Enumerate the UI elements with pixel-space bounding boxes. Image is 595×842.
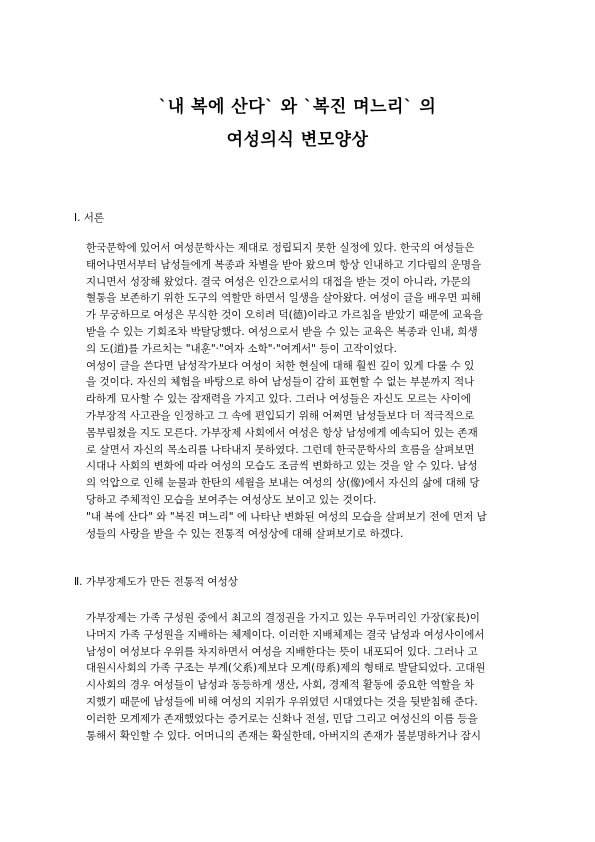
- document-title-line2: 여성의식 변모양상: [226, 130, 369, 150]
- text-line: 혈통을 보존하기 위한 도구의 역할만 하면서 일생을 살아왔다. 여성이 글을 배우면 피해: [86, 292, 482, 305]
- text-line: 시대나 사회의 변화에 따라 여성의 모습도 조금씩 변화하고 있는 것을 알 수 있다. 남성: [86, 460, 478, 473]
- text-line: 당하고 주체적인 모습을 보여주는 여성상도 보이고 있는 것이다.: [86, 493, 377, 506]
- text-line: 의 도(道)를 가르치는 "내훈"·"여자 소학"·"여계서" 등이 고작이었다.: [86, 342, 397, 355]
- text-line: "내 복에 산다" 와 "복진 며느리" 에 나타난 변화된 여성의 모습을 살펴보기 전에 먼저 남: [86, 510, 487, 523]
- text-line: 나머지 가족 구성원을 지배하는 체제이다. 이러한 지배체제는 결국 남성과 여성사이에서: [86, 628, 485, 641]
- text-line: 몸부림쳤을 지도 모른다. 가부장제 사회에서 여성은 항상 남성에게 예속되어 있는 존재: [86, 426, 478, 439]
- text-line: 대원시사회의 가족 구조는 부계(父系)제보다 모계(母系)제의 형태로 발달되었다. 고대원: [86, 662, 486, 675]
- text-line: 성들의 사랑을 받을 수 있는 전통적 여성상에 대해 살펴보기로 하겠다.: [86, 527, 404, 540]
- text-line: 지니면서 성장해 왔었다. 결국 여성은 인간으로서의 대접을 받는 것이 아니라, 가문의: [86, 275, 471, 288]
- text-line: 의 억압으로 인해 눈물과 한탄의 세월을 보내는 여성의 상(像)에서 자신의 삶에 대해 당: [86, 477, 480, 490]
- text-line: 가부장적 사고관을 인정하고 그 속에 편입되기 위해 어쩌면 남성들보다 더 적극적으로: [86, 409, 475, 422]
- text-line: 여성이 글을 쓴다면 남성작가보다 여성이 처한 현실에 대해 훨씬 깊이 있게 다룰 수 있: [86, 359, 475, 372]
- section-introduction-body: [86, 240, 514, 542]
- document-title-line1: `내 복에 산다` 와 `복진 며느리` 의: [158, 97, 437, 117]
- section-traditional-womanhood-body: [86, 610, 514, 744]
- text-line: 시사회의 경우 여성들이 남성과 동등하게 생산, 사회, 경제적 활동에 중요한 역할을 차: [86, 679, 475, 692]
- text-line: 태어나면서부터 남성들에게 복종과 차별을 받아 왔으며 항상 인내하고 기다림의 운명을: [86, 258, 482, 271]
- text-line: 라하게 묘사할 수 있는 잠재력을 가지고 있다. 그러나 여성들은 자신도 모르는 사이에: [86, 393, 471, 406]
- section-heading-traditional-womanhood: Ⅱ. 가부장제도가 만든 전통적 여성상: [74, 576, 238, 588]
- text-line: 남성이 여성보다 우위를 차지하면서 여성을 지배한다는 뜻이 내포되어 있다. 그러나 고: [86, 645, 478, 658]
- text-line: 통해서 확인할 수 있다. 어머니의 존재는 확실한데, 아버지의 존재가 불분명하거나 잠시: [86, 729, 482, 742]
- text-line: 가 무궁하므로 여성은 무식한 것이 오히려 덕(德)이라고 가르침을 받았기 때문에 교육을: [86, 309, 483, 322]
- text-line: 이러한 모계제가 존재했었다는 증거로는 신화나 전설, 민담 그리고 여성신의 이름 등을: [86, 712, 478, 725]
- text-line: 받을 수 있는 기회조차 박탈당했다. 여성으로서 받을 수 있는 교육은 복종과 인내, 희생: [86, 325, 478, 338]
- text-line: 한국문학에 있어서 여성문학사는 제대로 정립되지 못한 실정에 있다. 한국의 여성들은: [86, 242, 475, 254]
- text-line: 가부장제는 가족 구성원 중에서 최고의 결정권을 가지고 있는 우두머리인 가장(家長)이: [86, 612, 480, 624]
- text-line: 지했기 때문에 남성들에 비해 여성의 지위가 우위였던 시대였다는 것을 뒷받침해 준다.: [86, 695, 478, 708]
- text-line: 로 살면서 자신의 목소리를 나타내지 못하였다. 그런데 한국문학사의 흐름을 살펴보면: [86, 443, 475, 456]
- section-heading-introduction: Ⅰ. 서론: [74, 212, 105, 224]
- text-line: 을 것이다. 자신의 체험을 바탕으로 하여 남성들이 감히 표현할 수 없는 부분까지 적나: [86, 376, 475, 389]
